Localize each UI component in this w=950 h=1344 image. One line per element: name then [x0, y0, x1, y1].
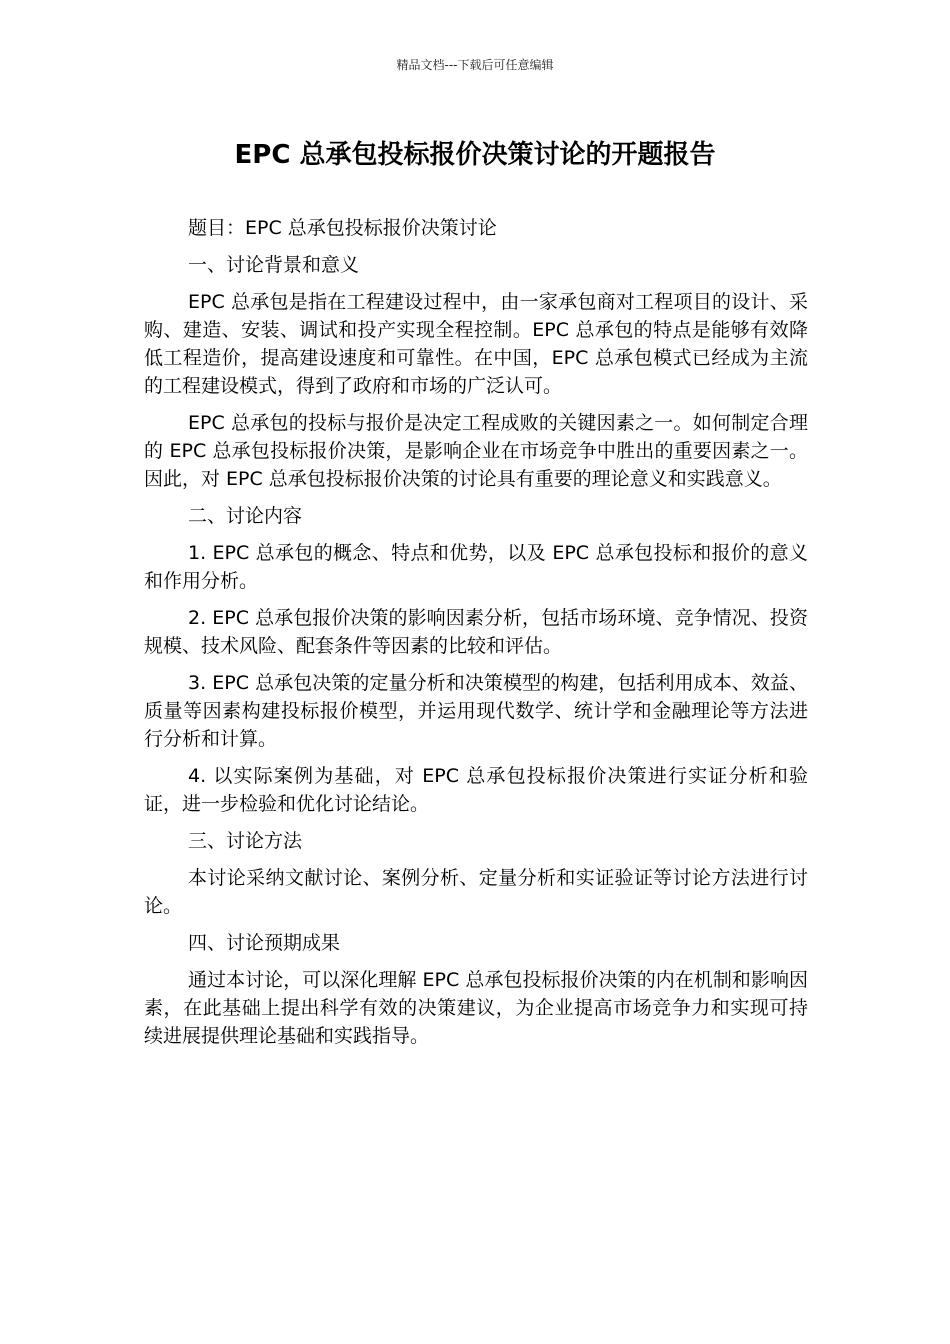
document-body — [144, 214, 808, 1059]
topic-line: 题目：EPC 总承包投标报价决策讨论 — [188, 217, 497, 239]
list-item: 3. EPC 总承包决策的定量分析和决策模型的构建，包括利用成本、效益、质量等因素构建投标报价模型，并运用现代数学、统计学和金融理论等方法进行分析和计算。 — [144, 672, 808, 750]
page-header-note: 精品文档---下载后可任意编辑 — [396, 58, 554, 72]
body-paragraph: 通过本讨论，可以深化理解 EPC 总承包投标报价决策的内在机制和影响因素，在此基础上提出科学有效的决策建议，为企业提高市场竞争力和实现可持续进展提供理论基础和实践指导。 — [144, 969, 808, 1047]
body-paragraph: EPC 总承包的投标与报价是决定工程成败的关键因素之一。如何制定合理的 EPC 总承包投标报价决策，是影响企业在市场竞争中胜出的重要因素之一。因此，对 EPC 总承包投标报价决策的讨论具有重要的理论意义和实践意义。 — [144, 412, 808, 490]
document-title: EPC 总承包投标报价决策讨论的开题报告 — [234, 140, 716, 170]
list-item: 4. 以实际案例为基础，对 EPC 总承包投标报价决策进行实证分析和验证，进一步检验和优化讨论结论。 — [144, 765, 808, 815]
section-heading-background: 一、讨论背景和意义 — [188, 254, 360, 276]
list-item: 2. EPC 总承包报价决策的影响因素分析，包括市场环境、竞争情况、投资规模、技术风险、配套条件等因素的比较和评估。 — [144, 607, 808, 657]
section-heading-outcome: 四、讨论预期成果 — [188, 932, 341, 954]
section-heading-method: 三、讨论方法 — [188, 830, 303, 852]
section-heading-content: 二、讨论内容 — [188, 505, 303, 527]
body-paragraph: EPC 总承包是指在工程建设过程中，由一家承包商对工程项目的设计、采购、建造、安装、调试和投产实现全程控制。EPC 总承包的特点是能够有效降低工程造价，提高建设速度和可靠性。在中国，EPC 总承包模式已经成为主流的工程建设模式，得到了政府和市场的广泛认可。 — [144, 291, 808, 397]
body-paragraph: 本讨论采纳文献讨论、案例分析、定量分析和实证验证等讨论方法进行讨论。 — [144, 867, 808, 917]
list-item: 1. EPC 总承包的概念、特点和优势，以及 EPC 总承包投标和报价的意义和作用分析。 — [144, 542, 808, 592]
